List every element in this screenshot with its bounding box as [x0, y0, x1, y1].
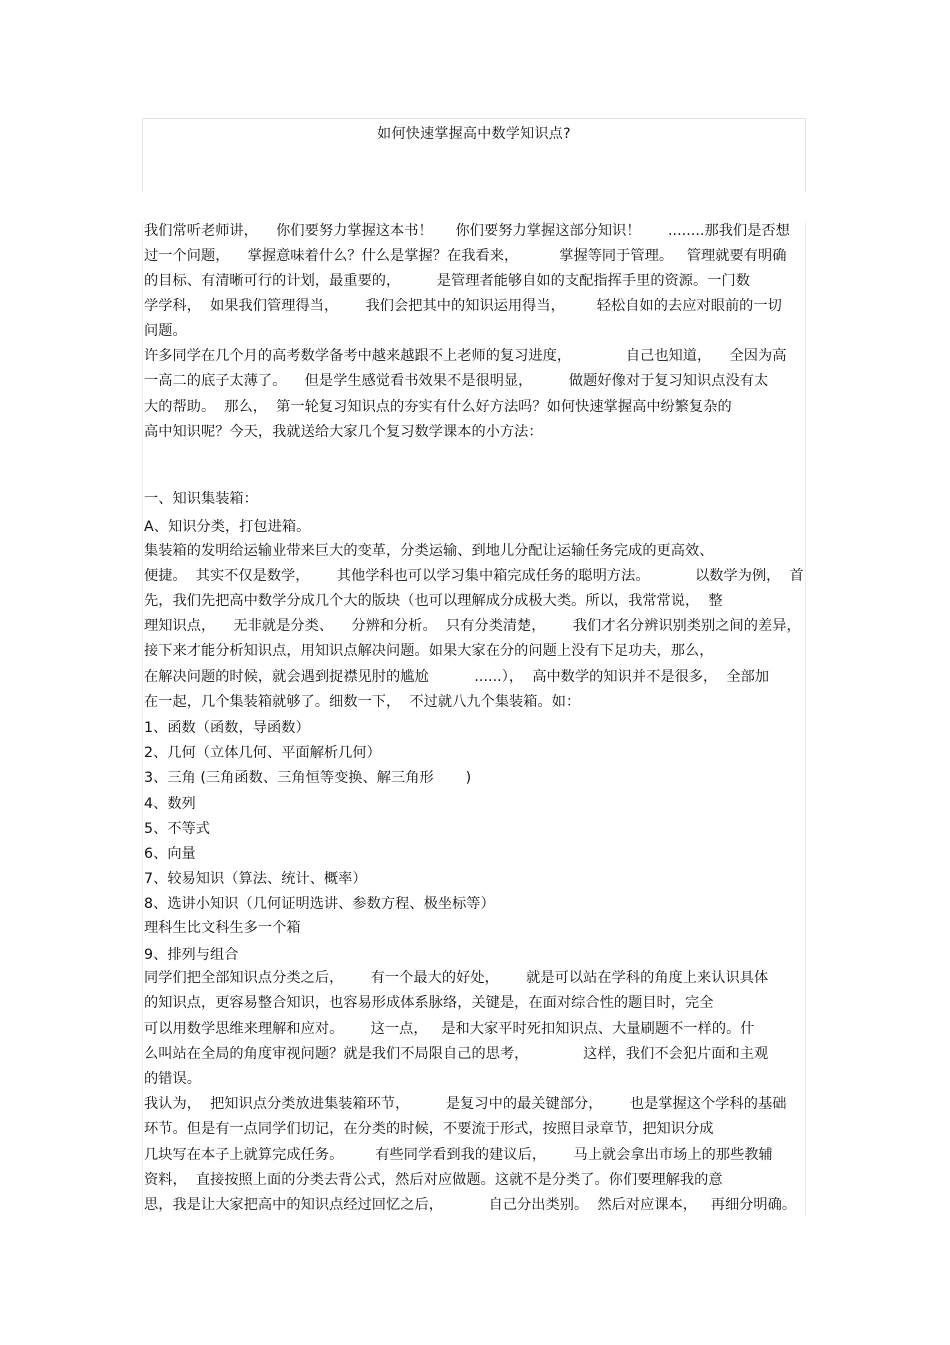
text-line: 便捷。 其实不仅是数学， 其他学科也可以学习集中箱完成任务的聪明方法。 以数学为例， 首 [144, 568, 804, 584]
text-line: 的知识点，更容易整合知识，也容易形成体系脉络，关键是，在面对综合性的题目时，完全 [144, 995, 714, 1011]
text-line: 在解决问题的时候，就会遇到捉襟见肘的尴尬 ......）， 高中数学的知识并不是很多， 全部加 [144, 669, 770, 685]
list-item: 1、函数（函数，导函数） [144, 720, 310, 736]
text-line: 我们常听老师讲， 你们要努力掌握这本书！ 你们要努力掌握这部分知识！ ........那我们是否想 [144, 223, 790, 239]
text-line: 接下来才能分析知识点，用知识点解决问题。如果大家在分的问题上没有下足功夫，那么， [144, 643, 714, 659]
text-line: 在一起，几个集装箱就够了。细数一下， 不过就八九个集装箱。如： [144, 694, 581, 710]
list-item: 7、较易知识（算法、统计、概率） [144, 871, 367, 887]
document-title: 如何快速掌握高中数学知识点? [377, 126, 571, 142]
list-item: 2、几何（立体几何、平面解析几何） [144, 745, 381, 761]
subsection-heading: A、知识分类，打包进箱。 [144, 519, 311, 535]
title-box [142, 118, 806, 192]
section-heading: 一、知识集装箱： [144, 491, 258, 507]
text-line: 高中知识呢？今天，我就送给大家几个复习数学课本的小方法： [144, 424, 543, 440]
list-item: 6、向量 [144, 846, 196, 862]
text-line: 资料， 直接按照上面的分类去背公式，然后对应做题。这就不是分类了。你们要理解我的意 [144, 1172, 723, 1188]
text-line: 我认为， 把知识点分类放进集装箱环节， 是复习中的最关键部分， 也是掌握这个学科的基础 [144, 1096, 787, 1112]
text-line: 的错误。 [144, 1071, 201, 1087]
text-line: 问题。 [144, 323, 187, 339]
text-line: 过一个问题， 掌握意味着什么？什么是掌握？在我看来， 掌握等同于管理。 管理就要有明确 [144, 248, 787, 264]
text-line: 学学科， 如果我们管理得当， 我们会把其中的知识运用得当， 轻松自如的去应对眼前的一切 [144, 298, 782, 314]
text-line: 先，我们先把高中数学分成几个大的版块（也可以理解成分成极大类。所以，我常常说， 整 [144, 593, 723, 609]
text-line: 集装箱的发明给运输业带来巨大的变革，分类运输、到地儿分配让运输任务完成的更高效、 [144, 543, 714, 559]
text-line: 的目标、有清晰可行的计划，最重要的， 是管理者能够自如的支配指挥手里的资源。一门数 [144, 273, 750, 289]
text-line: 大的帮助。 那么， 第一轮复习知识点的夯实有什么好方法吗？如何快速掌握高中纷繁复杂的 [144, 399, 732, 415]
text-line: 同学们把全部知识点分类之后， 有一个最大的好处， 就是可以站在学科的角度上来认识具体 [144, 970, 769, 986]
text-line: 思，我是让大家把高中的知识点经过回忆之后， 自己分出类别。 然后对应课本， 再细分明确。 [144, 1197, 797, 1213]
list-item: 5、不等式 [144, 821, 211, 837]
list-item: 8、选讲小知识（几何证明选讲、参数方程、极坐标等） [144, 896, 495, 912]
text-line: 理科生比文科生多一个箱 [144, 920, 301, 936]
list-item: 9、排列与组合 [144, 947, 239, 963]
list-item: 4、数列 [144, 796, 196, 812]
text-line: 理知识点， 无非就是分类、 分辨和分析。 只有分类清楚， 我们才名分辨识别类别之间的差异， [144, 618, 801, 634]
text-line: 许多同学在几个月的高考数学备考中越来越跟不上老师的复习进度， 自己也知道， 全因为高 [144, 348, 787, 364]
text-line: 环节。但是有一点同学们切记，在分类的时候，不要流于形式，按照目录章节，把知识分成 [144, 1121, 714, 1137]
text-line: 几块写在本子上就算完成任务。 有些同学看到我的建议后， 马上就会拿出市场上的那些教辅 [144, 1147, 773, 1163]
list-item: 3、三角 (三角函数、三角恒等变换、解三角形 ) [144, 770, 472, 786]
text-line: 么叫站在全局的角度审视问题？就是我们不局限自己的思考， 这样，我们不会犯片面和主观 [144, 1046, 769, 1062]
text-line: 可以用数学思维来理解和应对。 这一点， 是和大家平时死扣知识点、大量刷题不一样的。什 [144, 1021, 755, 1037]
text-line: 一高二的底子太薄了。 但是学生感觉看书效果不是很明显， 做题好像对于复习知识点没有太 [144, 373, 769, 389]
